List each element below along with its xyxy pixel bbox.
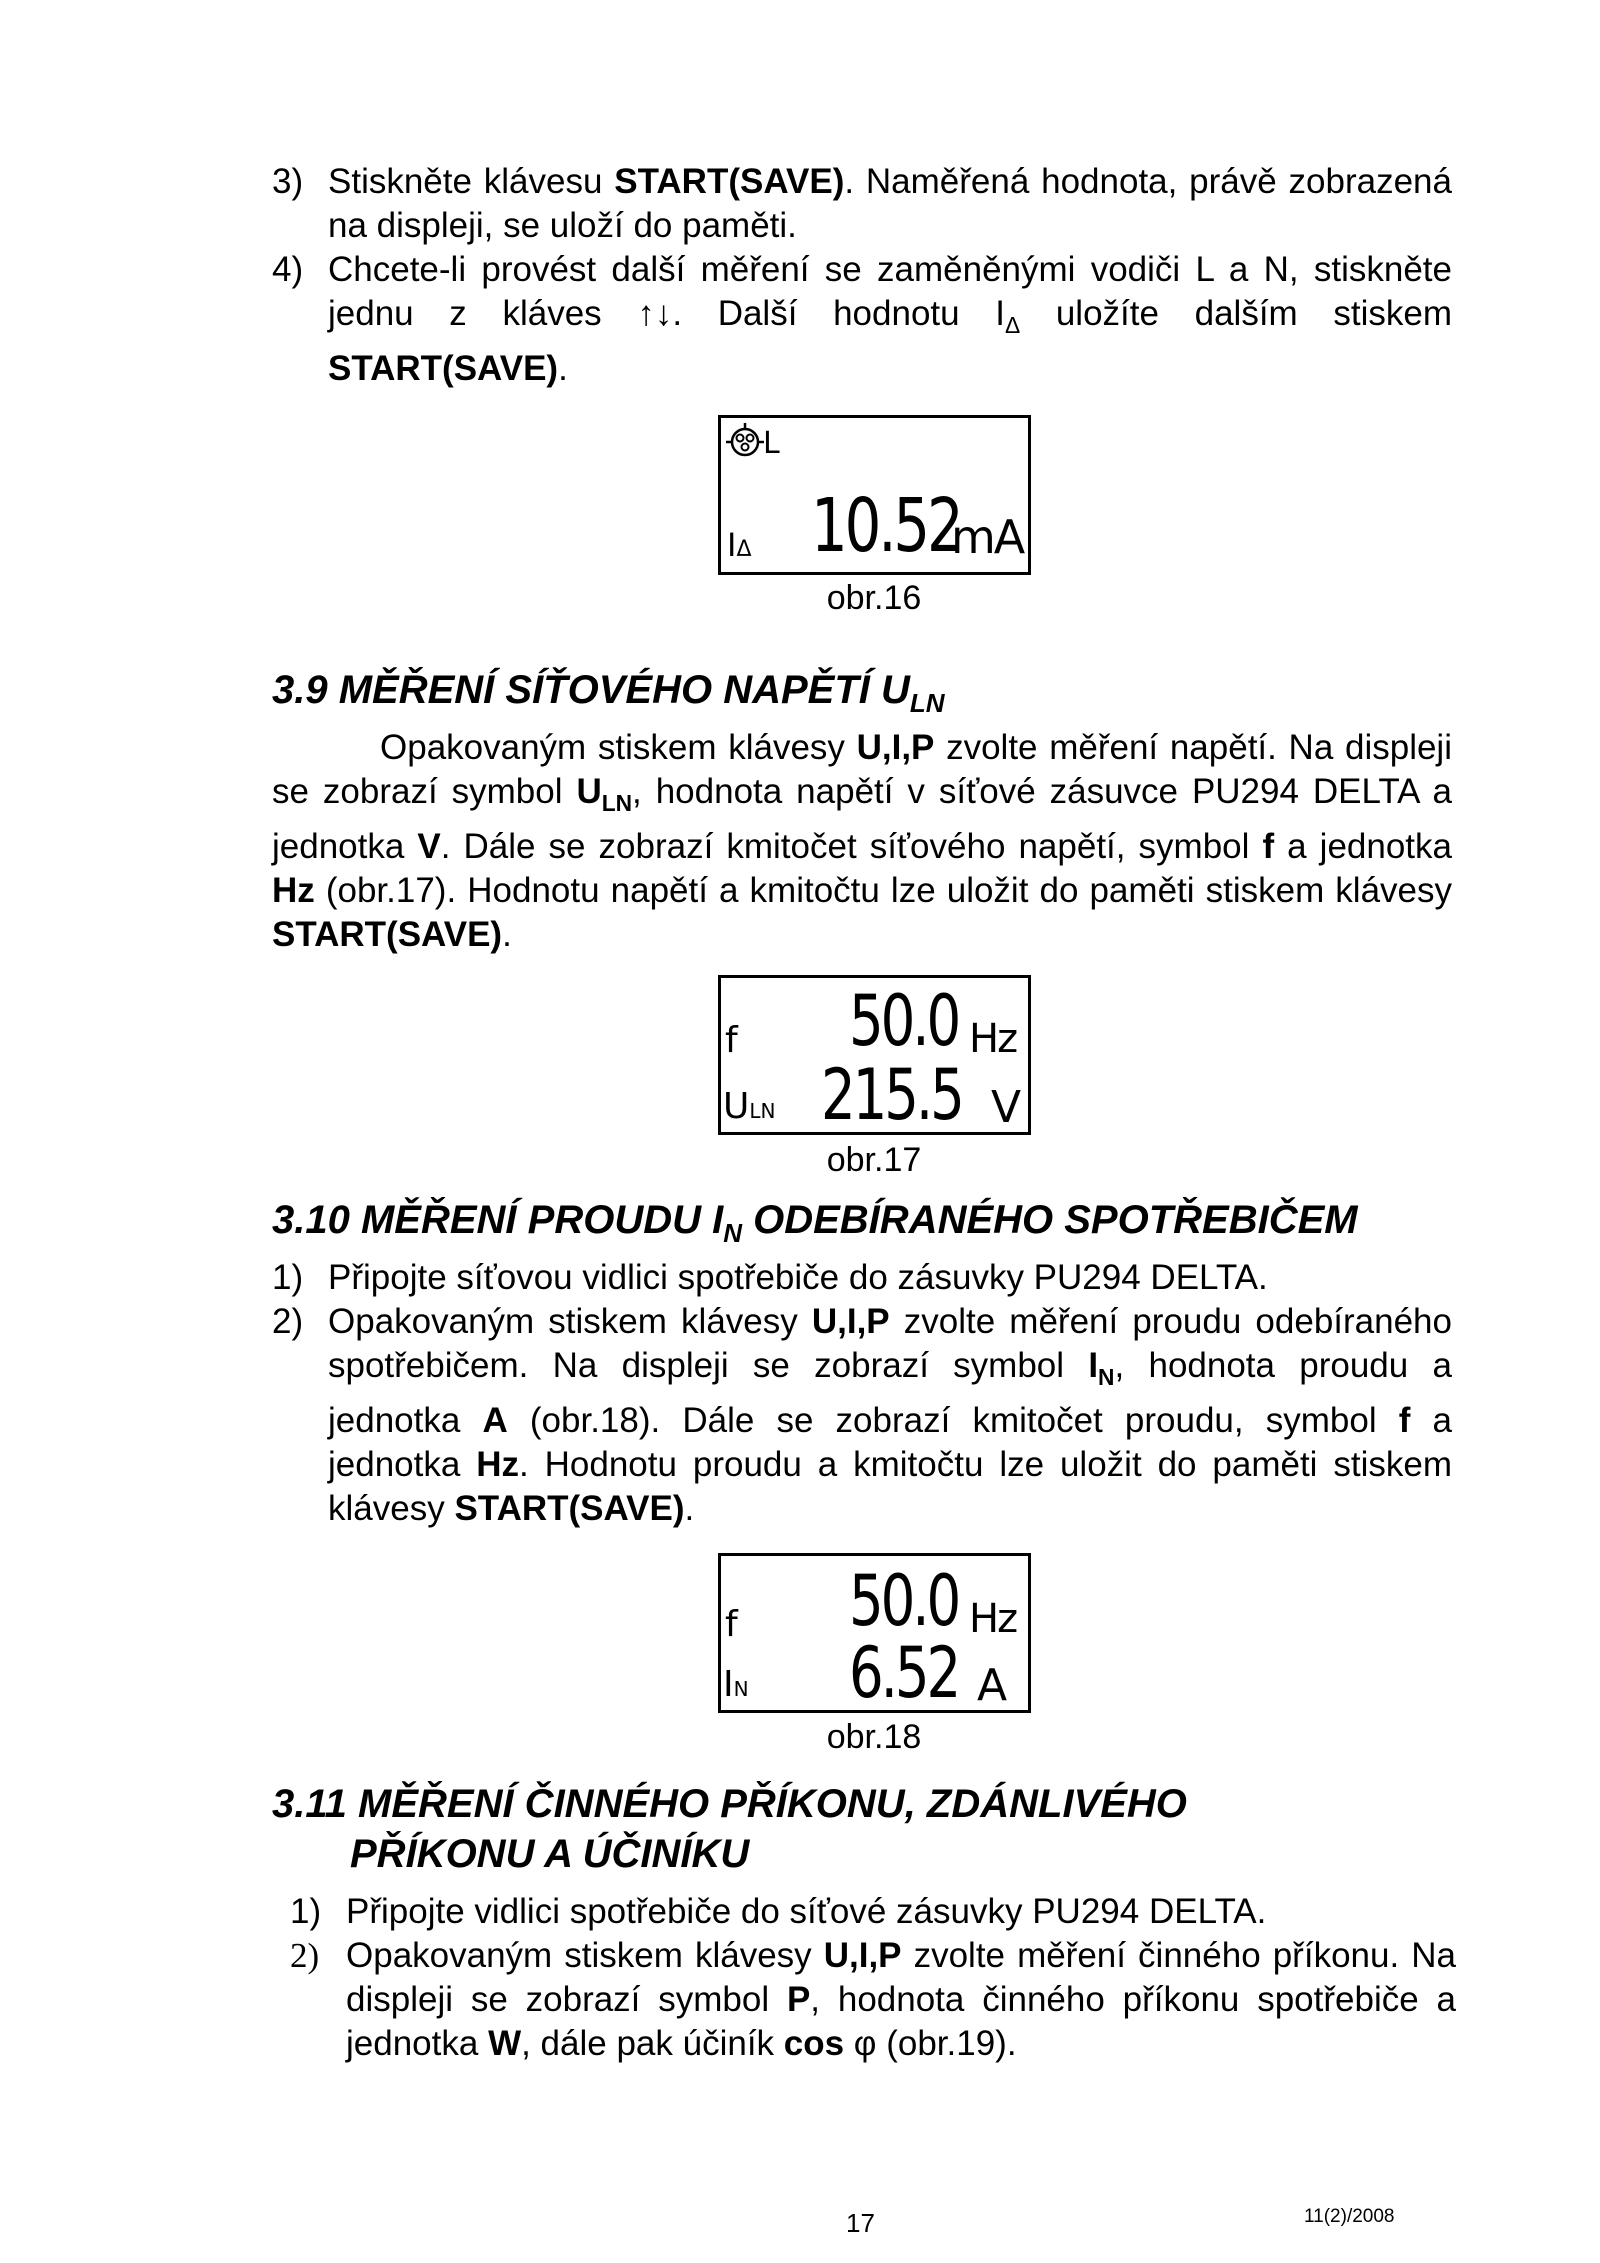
item-text: Připojte síťovou vidlici spotřebiče do zásuvky PU294 DELTA. <box>328 1258 1268 1297</box>
item-text: Chcete-li provést další měření se zaměněnými vodiči L a N, stiskněte jednu z kláves ↑↓. Další hodnotu $I_\Delta$ uložíte dalším stiskem START(SAVE). <box>328 250 1452 388</box>
lcd-row1-unit: Hz <box>969 1596 1017 1642</box>
list-item <box>272 1300 1452 1531</box>
lcd-row2-unit: V <box>991 1082 1018 1133</box>
section-heading: 3.9 MĚŘENÍ SÍŤOVÉHO NAPĚTÍ $U_{LN}$ <box>272 668 945 718</box>
list-item <box>272 160 1452 248</box>
section-paragraph: Opakovaným stiskem klávesy U,I,P zvolte měření napětí. Na displeji se zobrazí symbol $U_{LN}$, hodnota napětí v síťové zásuvce PU294 DELTA a jednotka V. Dále se zobrazí kmitočet síťového napětí, symbol f a jednotka Hz (obr.17). Hodnotu napětí a kmitočtu lze uložit do paměti stiskem klávesy START(SAVE). <box>272 728 1452 954</box>
lcd-unit: mA <box>951 510 1024 564</box>
list-item <box>272 1256 1452 1300</box>
item-number: 4) <box>272 250 304 289</box>
figure-caption: obr.18 <box>826 1718 922 1756</box>
item-text: Opakovaným stiskem klávesy U,I,P zvolte měření činného příkonu. Na displeji se zobrazí symbol P, hodnota činného příkonu spotřebiče a jednotka W, dále pak účiník cos φ (obr.19). <box>346 1936 1456 2063</box>
item-text: Stiskněte klávesu START(SAVE). Naměřená hodnota, právě zobrazená na displeji, se uloží do paměti. <box>328 162 1452 245</box>
section-heading: 3.11 MĚŘENÍ ČINNÉHO PŘÍKONU, ZDÁNLIVÉHO <box>272 1782 1187 1826</box>
page-number: 17 <box>846 2208 875 2238</box>
item-number: 2) <box>272 1302 304 1341</box>
lcd-row1-value: 50.0 <box>849 1560 959 1642</box>
lcd-row2-label: ULN <box>723 1086 776 1127</box>
lcd-row2-value: 6.52 <box>849 1632 959 1714</box>
section-heading-continued: PŘÍKONU A ÚČINÍKU <box>350 1832 750 1876</box>
lcd-quantity-label: IΔ <box>727 526 752 564</box>
lcd-display-fig16 <box>718 415 1031 575</box>
figure-caption: obr.17 <box>826 1141 922 1179</box>
item-text: Opakovaným stiskem klávesy U,I,P zvolte měření proudu odebíraného spotřebičem. Na displeji se zobrazí symbol $I_N$, hodnota proudu a jednotka A (obr.18). Dále se zobrazí kmitočet proudu, symbol f a jednotka Hz. Hodnotu proudu a kmitočtu lze uložit do paměti stiskem klávesy START(SAVE). <box>328 1302 1452 1528</box>
lcd-row2-unit: A <box>977 1660 1004 1711</box>
list-item <box>272 248 1452 391</box>
footer-date: 11(2)/2008 <box>1304 2206 1395 2227</box>
item-number: 3) <box>272 162 304 201</box>
lcd-row1-label: f <box>725 1020 738 1061</box>
lcd-row1-label: f <box>725 1604 738 1645</box>
lcd-row1-unit: Hz <box>969 1016 1017 1062</box>
lcd-value: 10.52 <box>811 483 961 569</box>
list-item <box>290 1890 1456 1934</box>
figure-caption: obr.16 <box>826 579 922 617</box>
item-text: Připojte vidlici spotřebiče do síťové zásuvky PU294 DELTA. <box>346 1892 1267 1931</box>
section-heading: 3.10 MĚŘENÍ PROUDU $I_N$ ODEBÍRANÉHO SPOTŘEBIČEM <box>272 1198 1358 1248</box>
lcd-display-fig18 <box>718 1553 1031 1713</box>
lcd-display-fig17 <box>718 975 1031 1135</box>
lcd-row1-value: 50.0 <box>849 980 959 1062</box>
rcd-symbol-icon <box>725 422 765 462</box>
item-number: 1) <box>290 1892 322 1931</box>
lcd-mode-label: L <box>763 426 780 461</box>
lcd-row2-value: 215.5 <box>821 1054 962 1136</box>
list-item <box>290 1934 1456 2066</box>
item-number: 1) <box>272 1258 304 1297</box>
lcd-row2-label: IN <box>723 1664 749 1705</box>
item-number: 2) <box>290 1936 320 1975</box>
